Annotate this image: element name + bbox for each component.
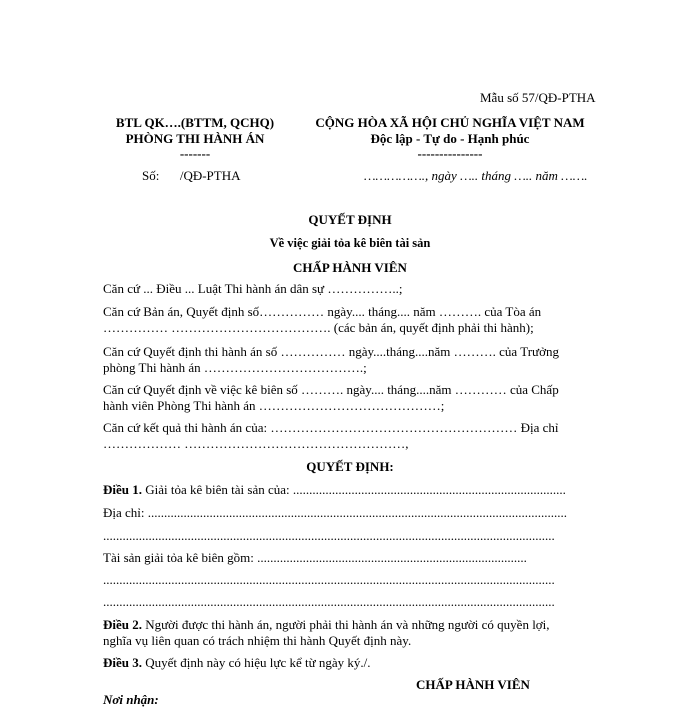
recipients-label: Nơi nhận: <box>103 692 159 707</box>
document-subtitle: Về việc giải tỏa kê biên tài sản <box>269 236 431 250</box>
article-2-label: Điều 2. <box>103 617 142 632</box>
department-name: PHÒNG THI HÀNH ÁN <box>125 131 265 146</box>
right-divider: --------------- <box>417 146 483 161</box>
article-1-dots-3: ........................................................................................................................................... <box>103 594 555 609</box>
article-1-assets: Tài sản giải tỏa kê biên gồm: ................................................................................... <box>103 550 527 565</box>
article-2-text-2: nghĩa vụ liên quan có trách nhiệm thi hành Quyết định này. <box>103 633 412 648</box>
article-3 <box>103 655 601 671</box>
form-code: Mẫu số 57/QĐ-PTHA <box>480 90 596 105</box>
basis-2-line-1: Căn cứ Bản án, Quyết định số…………… ngày.... tháng.... năm ………. của Tòa án <box>103 304 542 319</box>
national-title: CỘNG HÒA XÃ HỘI CHỦ NGHĨA VIỆT NAM <box>315 115 585 130</box>
basis-5-line-1: Căn cứ kết quả thi hành án của: ………………………………………………… Địa chỉ <box>103 420 559 435</box>
agency-name: BTL QK….(BTTM, QCHQ) <box>115 115 275 130</box>
left-divider: ------- <box>179 146 211 161</box>
basis-2-line-2: …………… ………………………………. (các bản án, quyết định phải thi hành); <box>103 320 534 335</box>
article-3-text: Quyết định này có hiệu lực kể từ ngày ký./. <box>142 655 371 670</box>
basis-1-line-1: Căn cứ ... Điều ... Luật Thi hành án dân sự ……………..; <box>103 281 403 296</box>
article-1-dots-2: ........................................................................................................................................... <box>103 572 555 587</box>
article-1-address: Địa chỉ: ................................................................................................................................. <box>103 505 568 520</box>
signature-title: CHẤP HÀNH VIÊN <box>416 677 530 692</box>
decision-heading: QUYẾT ĐỊNH: <box>306 459 394 474</box>
article-1-text: Giải tỏa kê biên tài sản của: .................................................................................... <box>142 482 566 497</box>
number-value: /QĐ-PTHA <box>179 168 241 183</box>
basis-4-line-1: Căn cứ Quyết định về việc kê biên số ………. ngày.... tháng....năm ………… của Chấp <box>103 382 559 397</box>
basis-3-line-2: phòng Thi hành án ……………………………….; <box>103 360 367 375</box>
basis-5-line-2: ……………… ……………………………………………, <box>103 436 409 451</box>
article-1 <box>103 482 601 498</box>
document-title: QUYẾT ĐỊNH <box>308 212 392 227</box>
article-1-dots-1: ........................................................................................................................................... <box>103 528 555 543</box>
date-line: ……………., ngày ….. tháng ….. năm ……. <box>364 168 588 183</box>
basis-4-line-2: hành viên Phòng Thi hành án ……………………………………; <box>103 398 445 413</box>
document-number <box>142 168 241 184</box>
basis-3-line-1: Căn cứ Quyết định thi hành án số …………… ngày....tháng....năm ………. của Trưởng <box>103 344 559 359</box>
article-3-label: Điều 3. <box>103 655 142 670</box>
article-2 <box>103 617 601 633</box>
issuing-authority: CHẤP HÀNH VIÊN <box>293 260 407 275</box>
number-label: Số: <box>142 168 160 183</box>
article-1-label: Điều 1. <box>103 482 142 497</box>
article-2-text: Người được thi hành án, người phải thi hành án và những người có quyền lợi, <box>142 617 550 632</box>
national-motto: Độc lập - Tự do - Hạnh phúc <box>370 131 530 146</box>
